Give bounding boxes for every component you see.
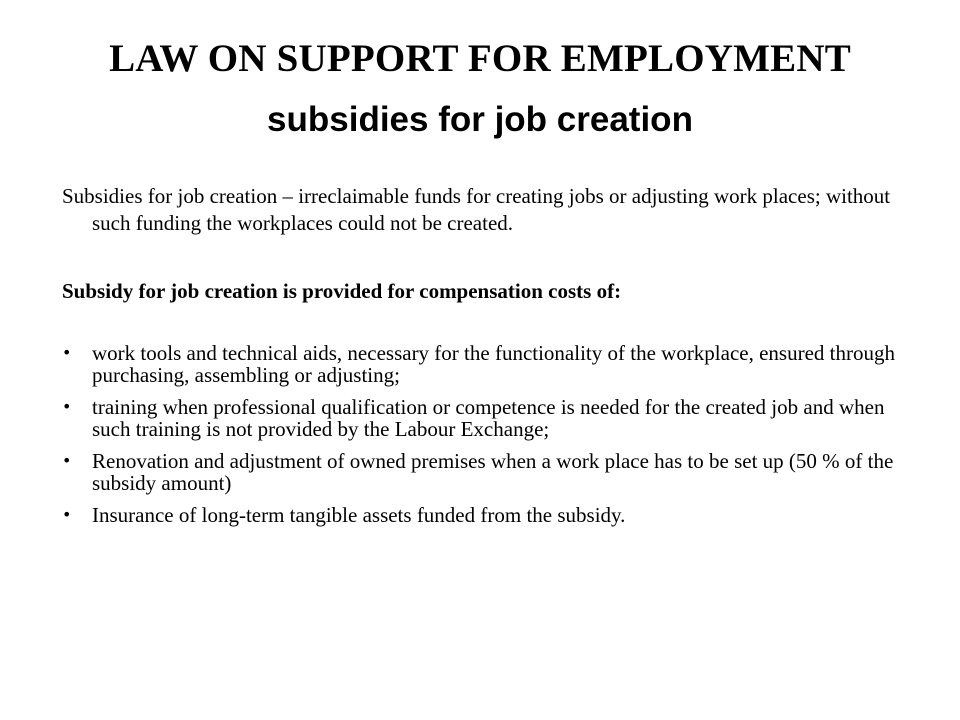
- lead-paragraph: Subsidy for job creation is provided for compensation costs of:: [62, 279, 622, 303]
- bullet-text: Renovation and adjustment of owned premises when a work place has to be set up (50 % of the subsidy amount): [92, 449, 894, 495]
- list-item: [62, 504, 902, 526]
- list-item: [62, 450, 902, 494]
- bullet-icon: •: [62, 343, 72, 362]
- bullet-list: [62, 342, 902, 536]
- bullet-text: work tools and technical aids, necessary for the functionality of the workplace, ensured through purchasing, assembling or adjusting;: [92, 341, 895, 387]
- list-item: [62, 396, 902, 440]
- slide-subtitle: subsidies for job creation: [267, 100, 693, 139]
- bullet-icon: •: [62, 397, 72, 416]
- bullet-icon: •: [62, 505, 72, 524]
- slide-title: LAW ON SUPPORT FOR EMPLOYMENT: [109, 37, 851, 80]
- bullet-text: Insurance of long-term tangible assets funded from the subsidy.: [92, 503, 626, 527]
- bullet-icon: •: [62, 451, 72, 470]
- bullet-text: training when professional qualification or competence is needed for the created job and when such training is not provided by the Labour Exchange;: [92, 395, 885, 441]
- definition-paragraph: Subsidies for job creation – irreclaimable funds for creating jobs or adjusting work places; without such funding the workplaces could not be created.: [62, 184, 891, 235]
- list-item: [62, 342, 902, 386]
